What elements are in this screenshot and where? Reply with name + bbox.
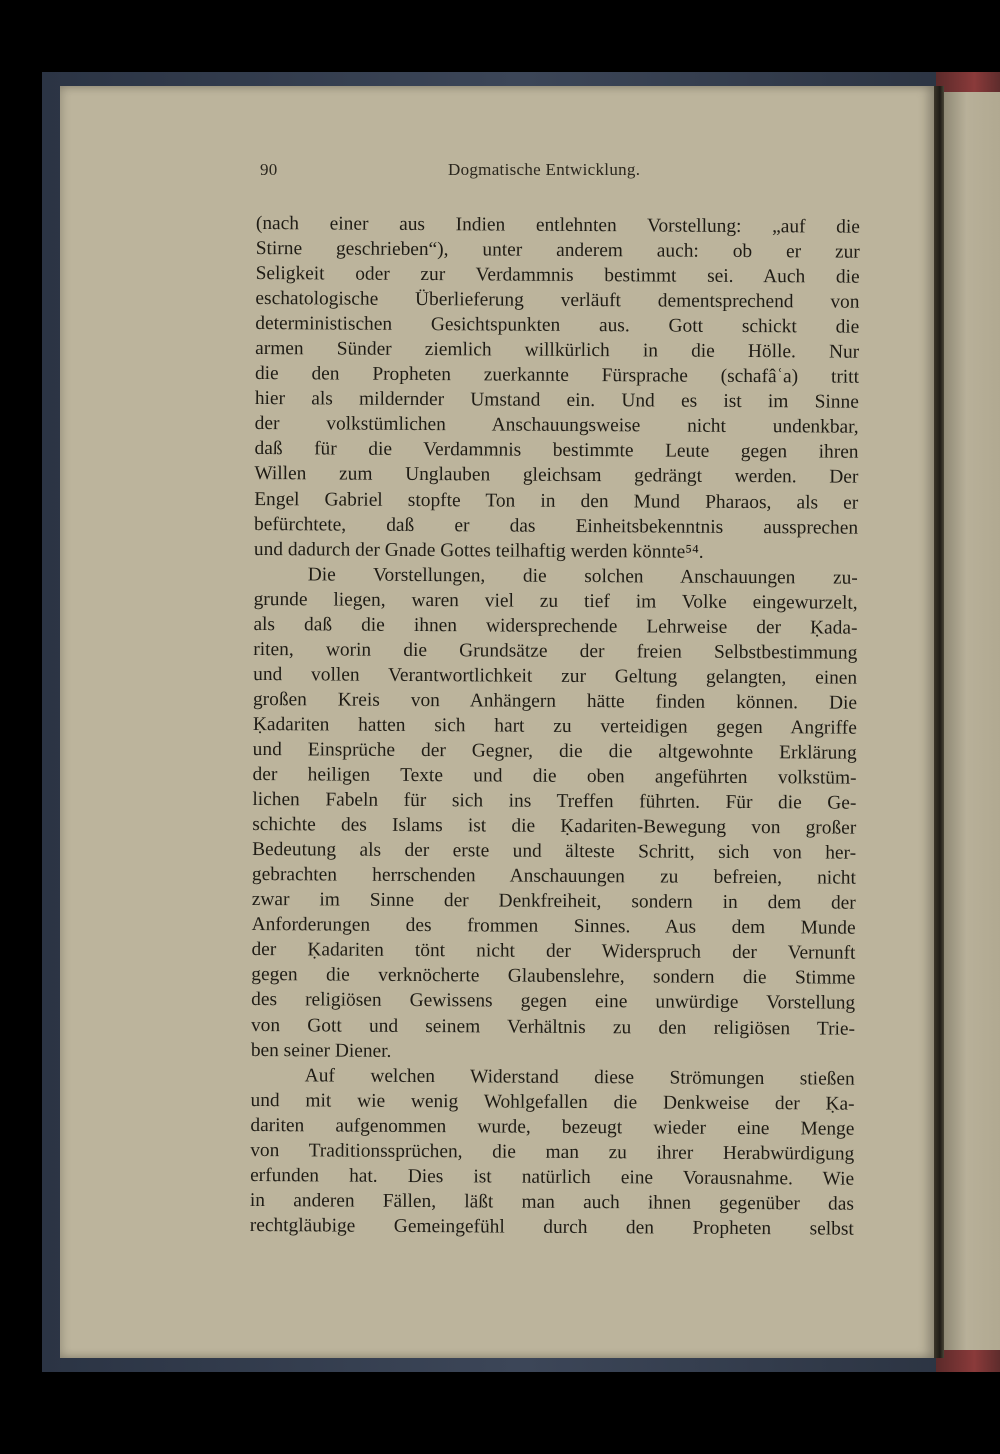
text-line: Engel Gabriel stopfte Ton in den Mund Pharaos, als er: [254, 488, 859, 514]
text-line: (nach einer aus Indien entlehnten Vorstellung: „auf die: [255, 212, 860, 238]
text-line: dariten aufgenommen wurde, bezeugt wieder eine Menge: [250, 1114, 855, 1140]
text-line: Ḳadariten hatten sich hart zu verteidigen gegen Angriffe: [252, 713, 857, 739]
text-line: des religiösen Gewissens gegen eine unwürdige Vorstellung: [251, 989, 856, 1015]
text-line: Auf welchen Widerstand diese Strömungen stießen: [304, 1064, 855, 1090]
text-line: und Einsprüche der Gegner, die die altgewohnte Erklärung: [252, 738, 857, 764]
text-line: Seligkeit oder zur Verdammnis bestimmt sei. Auch die: [255, 263, 860, 288]
text-line: großen Kreis von Anhängern hätte finden können. Die: [252, 688, 858, 714]
text-line: der Ḳadariten tönt nicht der Widerspruch der Vernunft: [251, 939, 856, 965]
text-line: gegen die verknöcherte Glaubenslehre, sondern die Stimme: [251, 964, 856, 990]
text-line: Anforderungen des frommen Sinnes. Aus dem Munde: [251, 914, 856, 939]
text-line: zwar im Sinne der Denkfreiheit, sondern in dem der: [251, 889, 856, 914]
text-line: erfunden hat. Dies ist natürlich eine Vorausnahme. Wie: [250, 1164, 855, 1190]
text-line: als daß die ihnen widersprechende Lehrweise der Ḳada-: [253, 613, 858, 639]
text-line: Stirne geschrieben“), unter anderem auch: ob er zur: [255, 238, 860, 263]
text-line: die den Propheten zuerkannte Fürsprache (schafâʿa) tritt: [254, 363, 860, 388]
page-number: 90: [260, 160, 278, 179]
text-line: und dadurch der Gnade Gottes teilhaftig werden könnte⁵⁴.: [253, 538, 704, 563]
text-line: Bedeutung als der erste und älteste Schritt, sich von her-: [252, 839, 857, 864]
text-line: daß für die Verdammnis bestimmte Leute gegen ihren: [254, 438, 859, 464]
text-line: rechtgläubige Gemeingefühl durch den Propheten selbst: [249, 1214, 854, 1240]
text-line: der volkstümlichen Anschauungsweise nicht undenkbar,: [254, 413, 859, 439]
text-line: hier als mildernder Umstand ein. Und es ist im Sinne: [254, 388, 859, 414]
running-head: Dogmatische Entwicklung.: [448, 160, 641, 179]
text-line: in anderen Fällen, läßt man auch ihnen gegenüber das: [249, 1189, 855, 1215]
text-line: riten, worin die Grundsätze der freien Selbstbestimmung: [253, 638, 858, 664]
text-line: der heiligen Texte und die oben angeführten volkstüm-: [252, 764, 857, 789]
text-line: gebrachten herrschenden Anschauungen zu befreien, nicht: [251, 864, 856, 889]
text-line: lichen Fabeln für sich ins Treffen führten. Für die Ge-: [252, 789, 857, 814]
text-line: armen Sünder ziemlich willkürlich in die Hölle. Nur: [255, 338, 860, 363]
text-line: eschatologische Überlieferung verläuft dementsprechend von: [255, 288, 860, 313]
text-line: und mit wie wenig Wohlgefallen die Denkweise der Ḳa-: [250, 1089, 855, 1115]
text-line: ben seiner Diener.: [250, 1039, 392, 1062]
facing-page-edge: [944, 92, 1000, 1350]
body-text: [250, 211, 860, 1242]
page-header: [260, 160, 860, 186]
text-line: und vollen Verantwortlichkeit zur Geltung gelangten, einen: [253, 663, 858, 689]
page-gutter: [934, 86, 944, 1358]
text-line: Die Vorstellungen, die solchen Anschauungen zu-: [307, 563, 858, 589]
text-line: deterministischen Gesichtspunkten aus. Gott schickt die: [255, 313, 860, 338]
text-line: Willen zum Unglauben gleichsam gedrängt werden. Der: [254, 463, 859, 489]
text-line: befürchtete, daß er das Einheitsbekenntnis aussprechen: [254, 513, 859, 539]
text-line: von Traditionssprüchen, die man zu ihrer Herabwürdigung: [250, 1139, 855, 1165]
text-line: von Gott und seinem Verhältnis zu den religiösen Trie-: [250, 1014, 856, 1040]
text-line: grunde liegen, waren viel zu tief im Volke eingewurzelt,: [253, 588, 858, 614]
text-line: schichte des Islams ist die Ḳadariten-Bewegung von großer: [252, 814, 857, 839]
